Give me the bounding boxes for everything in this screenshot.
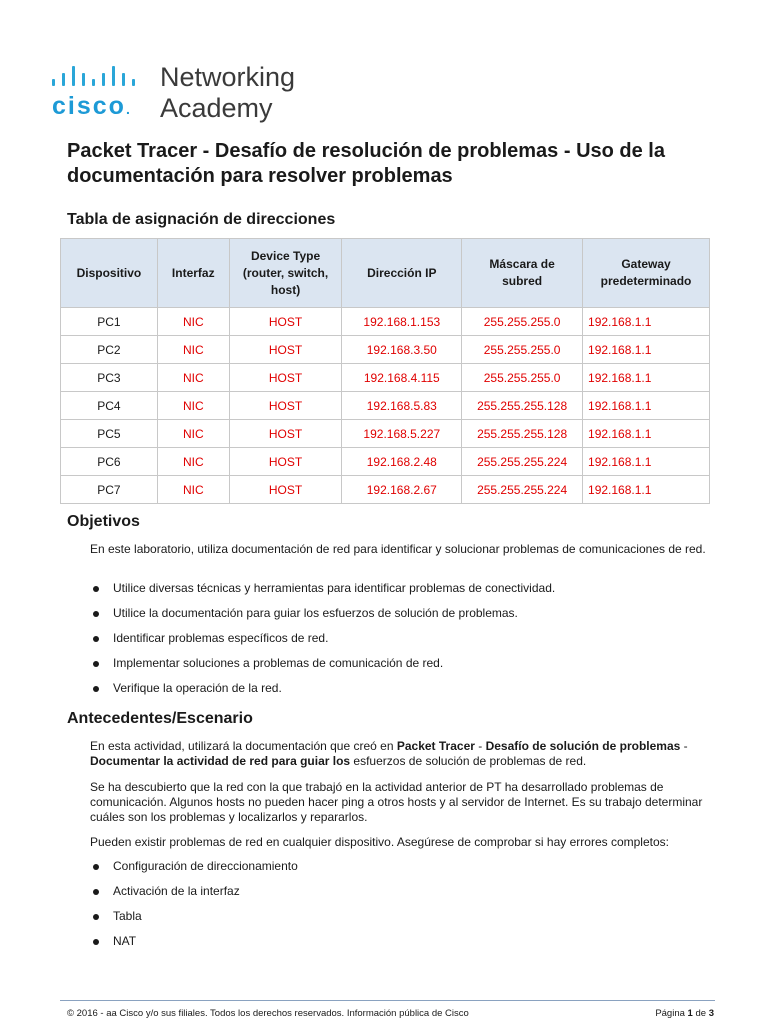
table-cell: HOST — [229, 364, 342, 392]
logo-networking: Networking — [160, 62, 296, 92]
table-cell: NIC — [157, 308, 229, 336]
table-cell: PC3 — [61, 364, 158, 392]
table-cell: 255.255.255.224 — [462, 448, 583, 476]
list-item: NAT — [90, 934, 710, 949]
header-cell: Dispositivo — [61, 239, 158, 308]
table-cell: 192.168.2.67 — [342, 476, 462, 504]
table-cell: HOST — [229, 448, 342, 476]
list-item: Implementar soluciones a problemas de comunicación de red. — [90, 656, 710, 671]
antecedentes-heading: Antecedentes/Escenario — [67, 710, 253, 727]
antecedentes-list — [90, 859, 710, 959]
table-row — [61, 476, 710, 504]
list-item: Activación de la interfaz — [90, 884, 710, 899]
table-cell: HOST — [229, 420, 342, 448]
table-cell: 255.255.255.128 — [462, 420, 583, 448]
cisco-networking-academy-logo — [52, 62, 312, 124]
table-cell: HOST — [229, 476, 342, 504]
table-cell: 192.168.1.1 — [583, 364, 710, 392]
table-cell: NIC — [157, 476, 229, 504]
list-item: Tabla — [90, 909, 710, 924]
table-row — [61, 308, 710, 336]
list-item: Configuración de direccionamiento — [90, 859, 710, 874]
list-item: Verifique la operación de la red. — [90, 681, 710, 696]
list-item: Utilice diversas técnicas y herramientas para identificar problemas de conectividad. — [90, 581, 710, 596]
logo-academy: Academy — [160, 93, 273, 123]
table-cell: PC5 — [61, 420, 158, 448]
objetivos-intro: En este laboratorio, utiliza documentación de red para identificar y solucionar problemas de comunicaciones de red. — [90, 542, 706, 556]
table-cell: NIC — [157, 336, 229, 364]
footer-divider — [60, 1000, 715, 1001]
table-cell: 255.255.255.0 — [462, 364, 583, 392]
table-cell: HOST — [229, 308, 342, 336]
table-cell: PC1 — [61, 308, 158, 336]
footer-page-number: Página 1 de 3 — [655, 1008, 714, 1019]
table-cell: PC4 — [61, 392, 158, 420]
header-cell: Gateway predeterminado — [583, 239, 710, 308]
table-cell: NIC — [157, 420, 229, 448]
addressing-table — [60, 238, 710, 504]
table-cell: HOST — [229, 336, 342, 364]
antecedentes-paragraph-2: Se ha descubierto que la red con la que trabajó en la actividad anterior de PT ha desarrollado problemas de comunicación. Algunos hosts no pueden hacer ping a otros hosts y al servidor de Internet. Es su trabajo determinar cuáles son los problemas y localizarlos y repararlos. — [90, 780, 703, 824]
table-cell: PC6 — [61, 448, 158, 476]
footer-copyright: © 2016 - aa Cisco y/o sus filiales. Todos los derechos reservados. Información pública de Cisco — [67, 1008, 469, 1019]
table-cell: 192.168.1.1 — [583, 336, 710, 364]
header-cell: Máscara de subred — [462, 239, 583, 308]
header-cell: Device Type (router, switch, host) — [229, 239, 342, 308]
table-cell: 192.168.1.153 — [342, 308, 462, 336]
antecedentes-paragraph-3: Pueden existir problemas de red en cualquier dispositivo. Asegúrese de comprobar si hay errores completos: — [90, 835, 669, 849]
table-cell: 255.255.255.224 — [462, 476, 583, 504]
table-cell: 192.168.1.1 — [583, 476, 710, 504]
table-cell: 192.168.5.83 — [342, 392, 462, 420]
objetivos-heading: Objetivos — [67, 513, 140, 530]
table-header-row — [61, 239, 710, 308]
table-cell: PC2 — [61, 336, 158, 364]
antecedentes-paragraph-1: En esta actividad, utilizará la documentación que creó en Packet Tracer - Desafío de solución de problemas - Documentar la actividad de red para guiar los esfuerzos de solución de problemas de red. — [90, 739, 688, 768]
table-cell: 192.168.4.115 — [342, 364, 462, 392]
table-row — [61, 336, 710, 364]
table-row — [61, 364, 710, 392]
table-row — [61, 448, 710, 476]
table-row — [61, 420, 710, 448]
table-cell: PC7 — [61, 476, 158, 504]
list-item: Utilice la documentación para guiar los esfuerzos de solución de problemas. — [90, 606, 710, 621]
addressing-table-heading: Tabla de asignación de direcciones — [67, 211, 336, 228]
list-item: Identificar problemas específicos de red. — [90, 631, 710, 646]
header-cell: Dirección IP — [342, 239, 462, 308]
table-cell: 192.168.3.50 — [342, 336, 462, 364]
cisco-wordmark: cisco. — [52, 92, 132, 120]
objetivos-list — [90, 581, 710, 706]
table-cell: 192.168.1.1 — [583, 308, 710, 336]
table-cell: 192.168.1.1 — [583, 448, 710, 476]
table-cell: 192.168.1.1 — [583, 420, 710, 448]
table-cell: 192.168.2.48 — [342, 448, 462, 476]
table-cell: HOST — [229, 392, 342, 420]
header-cell: Interfaz — [157, 239, 229, 308]
table-cell: 192.168.5.227 — [342, 420, 462, 448]
table-cell: 192.168.1.1 — [583, 392, 710, 420]
table-cell: NIC — [157, 392, 229, 420]
table-cell: 255.255.255.128 — [462, 392, 583, 420]
table-cell: 255.255.255.0 — [462, 308, 583, 336]
table-row — [61, 392, 710, 420]
table-cell: NIC — [157, 448, 229, 476]
cisco-bars-icon — [52, 62, 144, 86]
page-title: Packet Tracer - Desafío de resolución de problemas - Uso de la documentación para resolver problemas — [67, 140, 665, 187]
table-cell: NIC — [157, 364, 229, 392]
table-cell: 255.255.255.0 — [462, 336, 583, 364]
